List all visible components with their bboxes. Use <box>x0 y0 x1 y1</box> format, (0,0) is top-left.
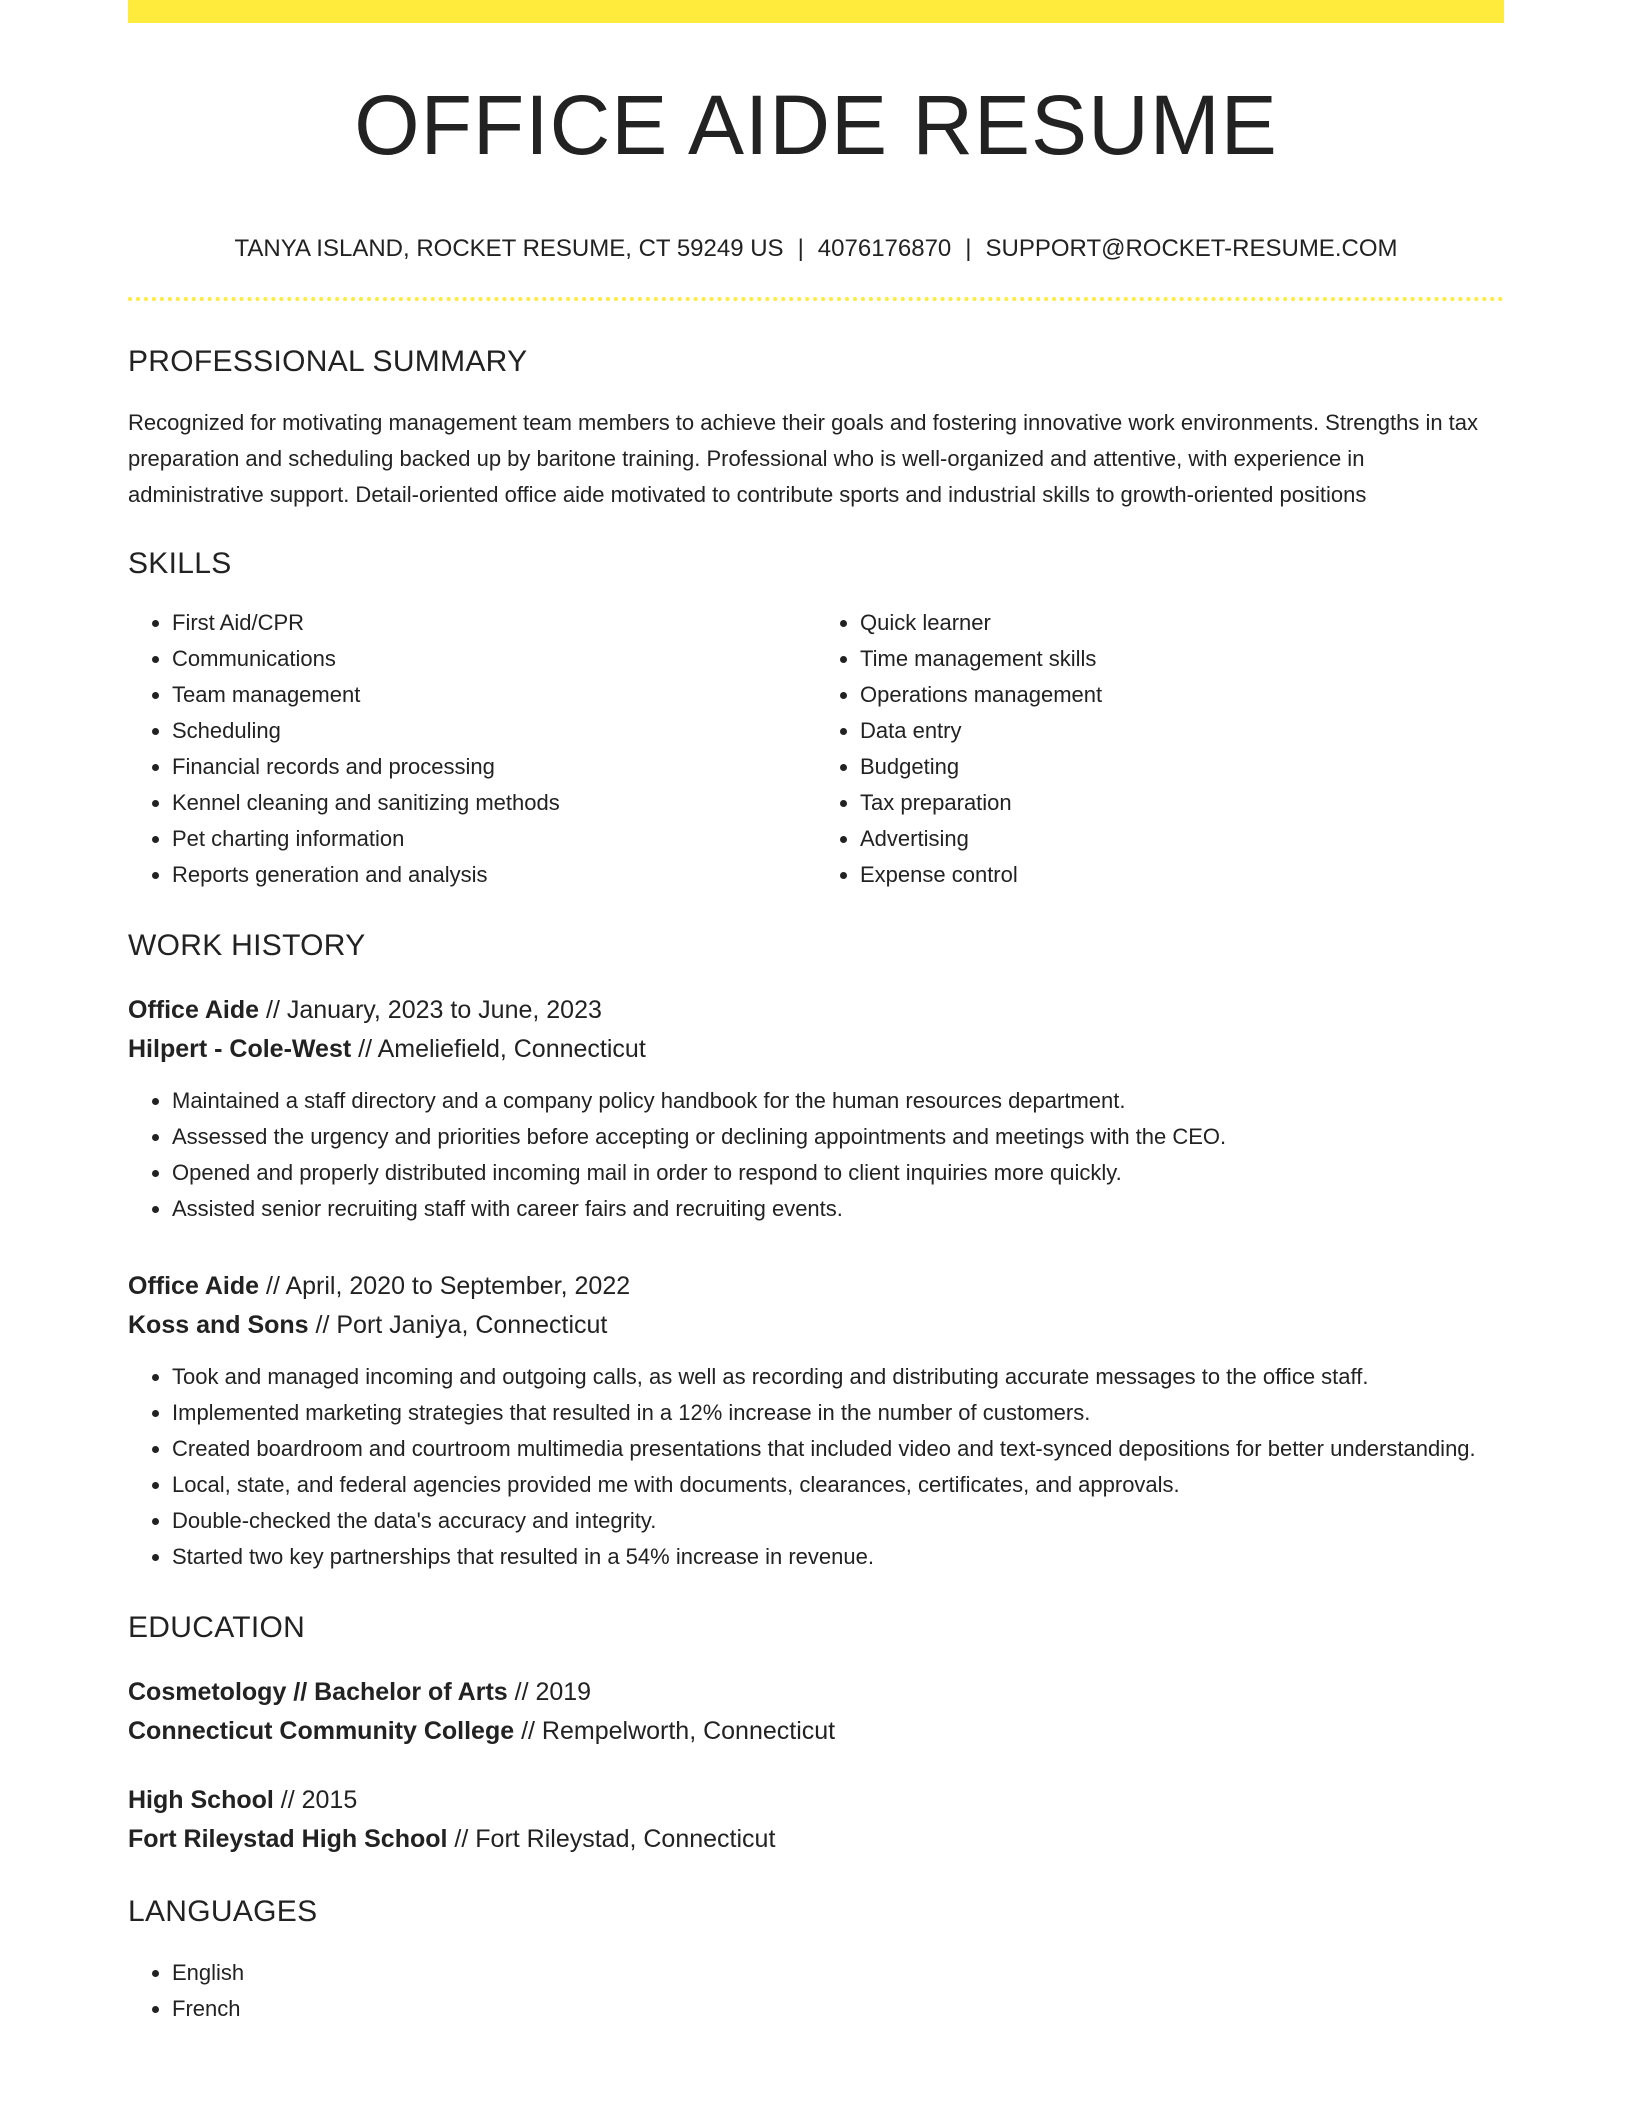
skills-list-left <box>128 605 816 893</box>
resume-page <box>128 0 1504 2027</box>
skill-item: • Kennel cleaning and sanitizing methods <box>172 785 816 821</box>
education-school-line <box>128 1820 1504 1859</box>
job-title-line <box>128 991 1504 1030</box>
contact-separator: | <box>797 235 804 262</box>
job-bullet: • Maintained a staff directory and a company policy handbook for the human resources department. <box>172 1083 1504 1119</box>
education-entry <box>128 1781 1504 1859</box>
skill-item: • First Aid/CPR <box>172 605 816 641</box>
section-heading-skills: SKILLS <box>128 547 232 580</box>
education-school: Connecticut Community College <box>128 1717 515 1745</box>
section-heading-languages: LANGUAGES <box>128 1895 318 1928</box>
contact-address: TANYA ISLAND, ROCKET RESUME, CT 59249 US <box>234 235 784 262</box>
education-location: // Rempelworth, Connecticut <box>514 1717 836 1745</box>
job-bullets <box>128 1083 1504 1227</box>
job-bullet: • Local, state, and federal agencies provided me with documents, clearances, certificates, and approvals. <box>172 1467 1504 1503</box>
job-location: // Port Janiya, Connecticut <box>308 1311 608 1339</box>
education-year: // 2019 <box>507 1678 592 1706</box>
skill-item: • Pet charting information <box>172 821 816 857</box>
language-item: • French <box>172 1991 1504 2027</box>
top-accent-bar <box>128 0 1504 23</box>
languages-list <box>128 1955 1504 2027</box>
education-degree: High School <box>128 1786 274 1814</box>
skill-item: • Time management skills <box>860 641 1504 677</box>
skill-item: • Scheduling <box>172 713 816 749</box>
job-bullet: • Opened and properly distributed incoming mail in order to respond to client inquiries more quickly. <box>172 1155 1504 1191</box>
skill-item: • Operations management <box>860 677 1504 713</box>
job-bullet: • Implemented marketing strategies that resulted in a 12% increase in the number of customers. <box>172 1395 1504 1431</box>
contact-email: SUPPORT@ROCKET-RESUME.COM <box>985 235 1398 262</box>
summary-text: Recognized for motivating management team members to achieve their goals and fostering innovative work environments. Strengths in tax preparation and scheduling backed up by baritone training. Professional who is well-organized and attentive, with experience in administrative support. Detail-oriented office aide motivated to contribute sports and industrial skills to growth-oriented positions <box>128 410 1479 507</box>
job-title: Office Aide <box>128 1272 260 1300</box>
job-company-line <box>128 1030 1504 1069</box>
contact-separator: | <box>965 235 972 262</box>
skill-item: • Team management <box>172 677 816 713</box>
contact-line <box>128 237 1504 261</box>
job-bullet: • Created boardroom and courtroom multimedia presentations that included video and text-synced depositions for better understanding. <box>172 1431 1504 1467</box>
skill-item: • Budgeting <box>860 749 1504 785</box>
job-dates: // April, 2020 to September, 2022 <box>259 1272 631 1300</box>
dotted-divider <box>128 297 1504 301</box>
job-company-line <box>128 1306 1504 1345</box>
skill-item: • Tax preparation <box>860 785 1504 821</box>
education-school-line <box>128 1712 1504 1751</box>
skill-item: • Financial records and processing <box>172 749 816 785</box>
job-location: // Ameliefield, Connecticut <box>351 1035 646 1063</box>
language-item: • English <box>172 1955 1504 1991</box>
job-company: Koss and Sons <box>128 1311 309 1339</box>
resume-title: OFFICE AIDE RESUME <box>354 78 1278 172</box>
education-degree-line <box>128 1781 1504 1820</box>
job-company: Hilpert - Cole-West <box>128 1035 352 1063</box>
skill-item: • Data entry <box>860 713 1504 749</box>
skill-item: • Quick learner <box>860 605 1504 641</box>
job-bullet: • Took and managed incoming and outgoing calls, as well as recording and distributing accurate messages to the office staff. <box>172 1359 1504 1395</box>
skills-columns <box>128 605 1504 893</box>
section-heading-summary: PROFESSIONAL SUMMARY <box>128 345 528 378</box>
job-bullet: • Started two key partnerships that resulted in a 54% increase in revenue. <box>172 1539 1504 1575</box>
education-year: // 2015 <box>273 1786 358 1814</box>
job-entry <box>128 1267 1504 1575</box>
job-bullet: • Assessed the urgency and priorities before accepting or declining appointments and meetings with the CEO. <box>172 1119 1504 1155</box>
skill-item: • Expense control <box>860 857 1504 893</box>
skills-list-right <box>816 605 1504 893</box>
skill-item: • Reports generation and analysis <box>172 857 816 893</box>
job-dates: // January, 2023 to June, 2023 <box>259 996 602 1024</box>
section-heading-work-history: WORK HISTORY <box>128 929 366 962</box>
education-degree-line <box>128 1673 1504 1712</box>
section-heading-education: EDUCATION <box>128 1611 306 1644</box>
job-entry <box>128 991 1504 1227</box>
job-bullets <box>128 1359 1504 1575</box>
education-degree: Cosmetology // Bachelor of Arts <box>128 1678 508 1706</box>
job-title-line <box>128 1267 1504 1306</box>
job-bullet: • Assisted senior recruiting staff with career fairs and recruiting events. <box>172 1191 1504 1227</box>
skill-item: • Advertising <box>860 821 1504 857</box>
education-location: // Fort Rileystad, Connecticut <box>447 1825 776 1853</box>
job-bullet: • Double-checked the data's accuracy and integrity. <box>172 1503 1504 1539</box>
education-entry <box>128 1673 1504 1751</box>
job-title: Office Aide <box>128 996 260 1024</box>
contact-phone: 4076176870 <box>817 235 952 262</box>
education-school: Fort Rileystad High School <box>128 1825 448 1853</box>
skill-item: • Communications <box>172 641 816 677</box>
